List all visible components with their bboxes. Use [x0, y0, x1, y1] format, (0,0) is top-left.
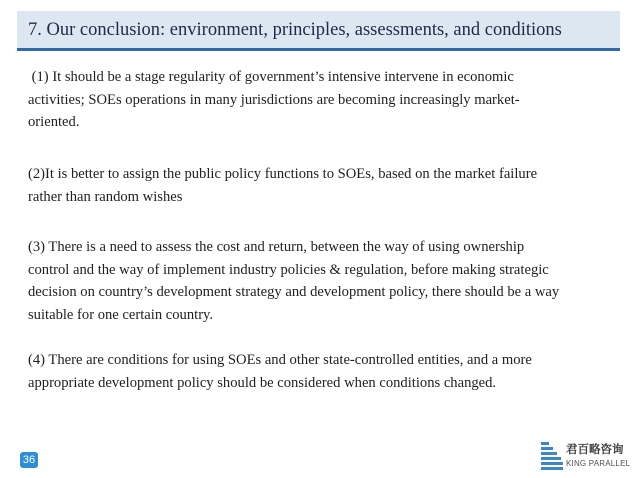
paragraph-line: control and the way of implement industry policies & regulation, before making strategic [28, 261, 549, 278]
paragraph-1 [28, 66, 520, 134]
logo-chinese-name: 君百略咨询 [566, 442, 624, 456]
logo-bars-icon [541, 442, 563, 472]
paragraph-line: activities; SOEs operations in many jurisdictions are becoming increasingly market- [28, 91, 520, 108]
paragraph-2 [28, 163, 537, 208]
paragraph-line: (1) It should be a stage regularity of government’s intensive intervene in economic [28, 69, 514, 85]
paragraph-line: appropriate development policy should be considered when conditions changed. [28, 374, 497, 391]
paragraph-line: rather than random wishes [28, 188, 183, 205]
paragraph-3 [28, 236, 559, 326]
paragraph-line: (4) There are conditions for using SOEs and other state-controlled entities, and a more [28, 352, 532, 368]
company-logo [541, 438, 631, 474]
paragraph-line: suitable for one certain country. [28, 306, 214, 323]
paragraph-line: (2)It is better to assign the public policy functions to SOEs, based on the market failure [28, 166, 538, 182]
page-number-badge: 36 [20, 452, 38, 468]
slide-title: 7. Our conclusion: environment, principles, assessments, and conditions [28, 20, 562, 40]
slide-title-bar [17, 11, 620, 51]
logo-english-name: KING PARALLEL [566, 459, 631, 468]
paragraph-line: (3) There is a need to assess the cost and return, between the way of using ownership [28, 239, 525, 255]
paragraph-line: oriented. [28, 114, 80, 130]
paragraph-line: decision on country’s development strategy and development policy, there should be a way [28, 284, 560, 300]
paragraph-4 [28, 349, 532, 394]
